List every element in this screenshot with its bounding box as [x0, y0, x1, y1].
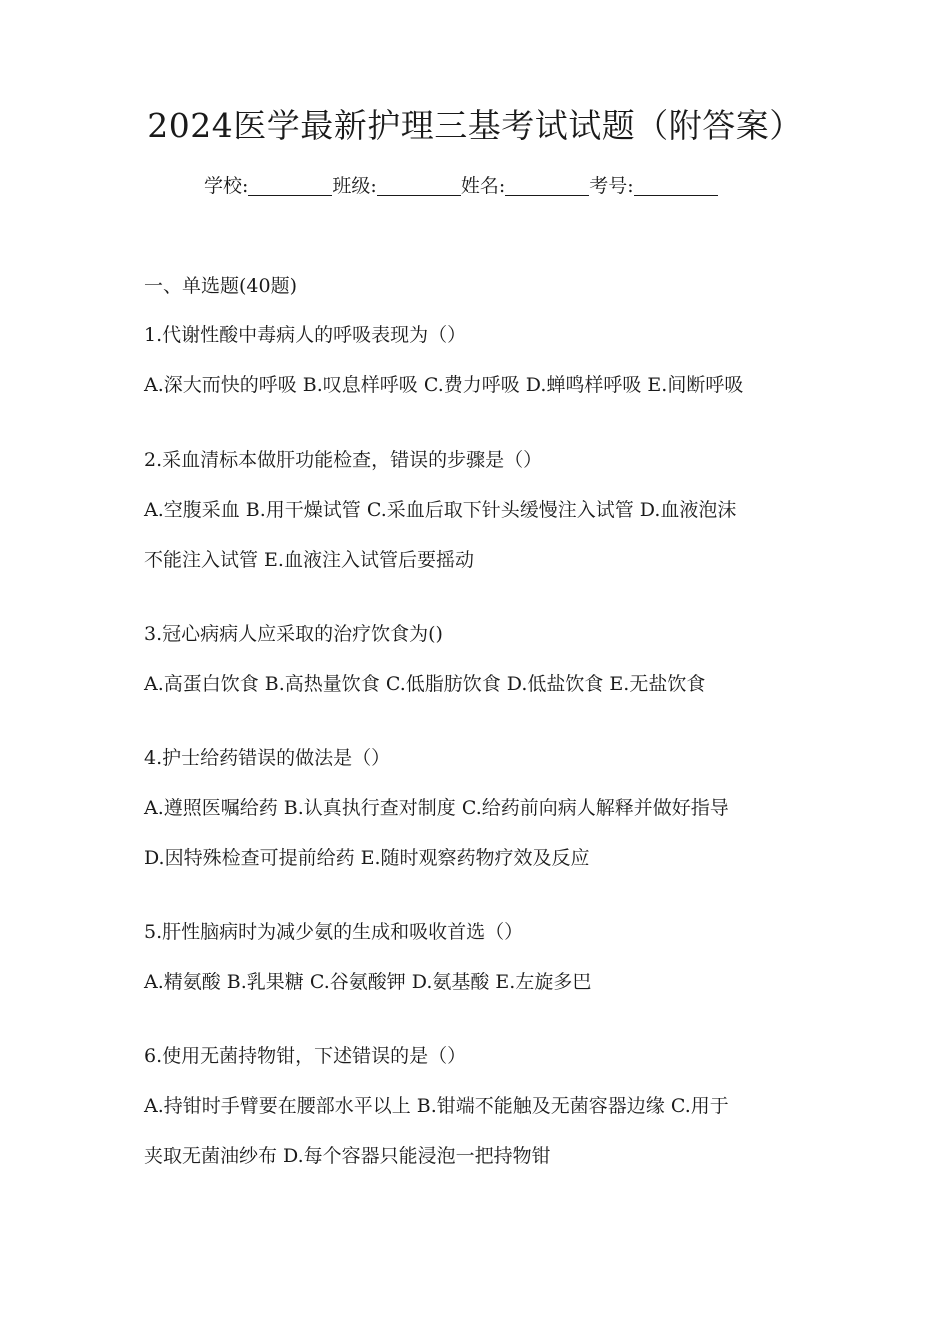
question-5-stem: 5.肝性脑病时为减少氨的生成和吸收首选（） — [144, 921, 524, 943]
section-heading: 一、单选题(40题) — [144, 275, 298, 297]
question-4-stem: 4.护士给药错误的做法是（） — [144, 747, 391, 769]
class-blank-line — [377, 175, 461, 196]
question-1-options — [144, 360, 812, 410]
question-6-options-line-1: A.持钳时手臂要在腰部水平以上 B.钳端不能触及无菌容器边缘 C.用于 — [144, 1095, 729, 1117]
info-field-exam-number — [589, 172, 717, 200]
student-info-row — [204, 172, 718, 200]
info-label-class: 班级: — [332, 175, 377, 197]
question-6-options-line-2: 夹取无菌油纱布 D.每个容器只能浸泡一把持物钳 — [144, 1145, 551, 1167]
info-label-exam-number: 考号: — [589, 175, 634, 197]
question-4-options-line-1: A.遵照医嘱给药 B.认真执行查对制度 C.给药前向病人解释并做好指导 — [144, 797, 729, 819]
document-title: 2024医学最新护理三基考试试题（附答案） — [147, 106, 803, 145]
question-1-stem: 1.代谢性酸中毒病人的呼吸表现为（） — [144, 324, 467, 346]
info-field-class — [332, 172, 460, 200]
info-field-name — [461, 172, 589, 200]
question-3-stem: 3.冠心病病人应采取的治疗饮食为() — [144, 623, 443, 645]
question-3-options — [144, 659, 812, 709]
question-2-options-line-1: A.空腹采血 B.用干燥试管 C.采血后取下针头缓慢注入试管 D.血液泡沫 — [144, 499, 737, 521]
question-6-stem: 6.使用无菌持物钳，下述错误的是（） — [144, 1045, 467, 1067]
info-field-school — [204, 172, 332, 200]
question-4-options — [144, 783, 812, 883]
school-blank-line — [248, 175, 332, 196]
exam-number-blank-line — [634, 175, 718, 196]
question-2-options — [144, 485, 812, 585]
question-4-options-line-2: D.因特殊检查可提前给药 E.随时观察药物疗效及反应 — [144, 847, 590, 869]
info-label-name: 姓名: — [460, 175, 506, 197]
question-2-stem: 2.采血清标本做肝功能检查，错误的步骤是（） — [144, 449, 543, 471]
question-1-options-line-1: A.深大而快的呼吸 B.叹息样呼吸 C.费力呼吸 D.蝉鸣样呼吸 E.间断呼吸 — [144, 374, 744, 396]
name-blank-line — [505, 175, 589, 196]
question-5-options-line-1: A.精氨酸 B.乳果糖 C.谷氨酸钾 D.氨基酸 E.左旋多巴 — [144, 971, 592, 993]
question-5-options — [144, 957, 812, 1007]
question-2-options-line-2: 不能注入试管 E.血液注入试管后要摇动 — [144, 549, 474, 571]
question-3-options-line-1: A.高蛋白饮食 B.高热量饮食 C.低脂肪饮食 D.低盐饮食 E.无盐饮食 — [144, 673, 706, 695]
question-6-options — [144, 1081, 812, 1181]
info-label-school: 学校: — [204, 175, 249, 197]
